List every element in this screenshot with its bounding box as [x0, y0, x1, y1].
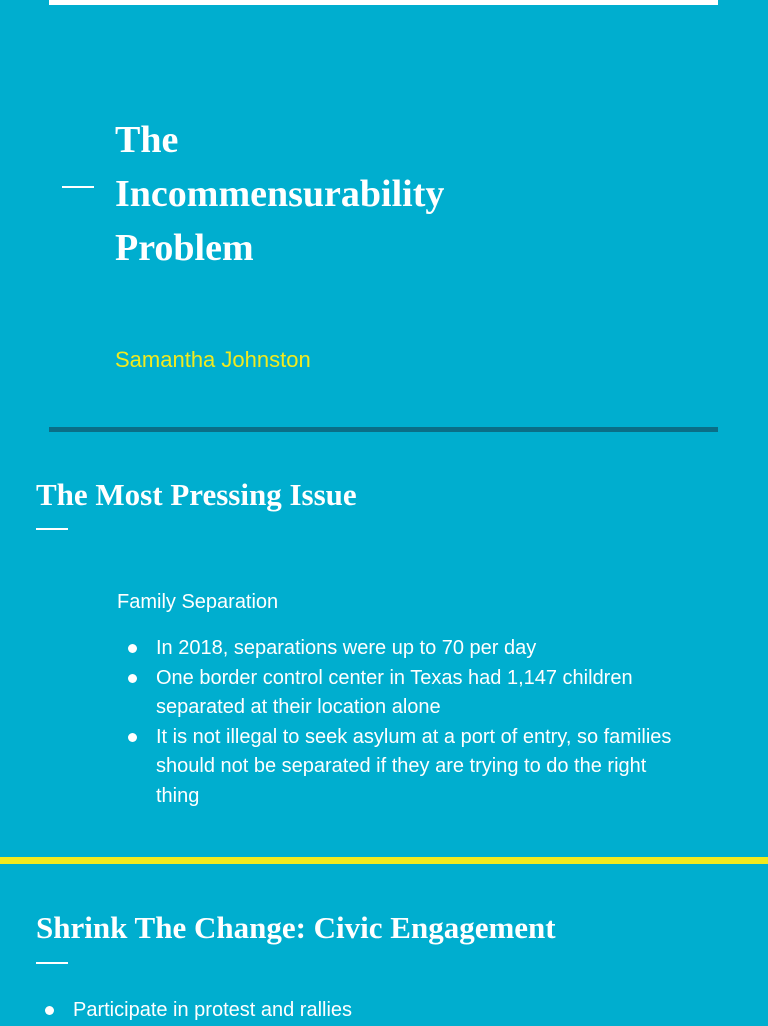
heading-dash-decoration [36, 528, 68, 530]
list-item [117, 723, 677, 812]
list-item [117, 664, 677, 723]
title-line-2: Incommensurability [115, 173, 445, 215]
list-item-text: It is not illegal to seek asylum at a port of entry, so families should not be separated if they are trying to do the right thing [156, 725, 672, 807]
heading-dash-decoration [36, 962, 68, 964]
title-dash-decoration [62, 186, 94, 188]
slide-title [115, 113, 444, 275]
list-item [34, 996, 714, 1026]
title-line-3: Problem [115, 227, 254, 269]
bullet-dot-icon [128, 644, 137, 653]
list-item-text: Participate in protest and rallies [73, 999, 353, 1021]
list-item [117, 634, 677, 664]
bullet-dot-icon [128, 733, 137, 742]
list-item-text: In 2018, separations were up to 70 per day [156, 637, 537, 659]
bullet-list-civic-engagement [34, 996, 714, 1026]
bullet-dot-icon [45, 1006, 54, 1015]
bullet-list-pressing-issue [117, 634, 677, 811]
slide-divider [49, 427, 718, 432]
section-heading-civic-engagement: Shrink The Change: Civic Engagement [36, 910, 556, 945]
top-border-bar [49, 0, 718, 5]
list-item-text: One border control center in Texas had 1,147 children separated at their location alone [156, 666, 633, 718]
author-name: Samantha Johnston [115, 347, 311, 372]
bullet-dot-icon [128, 674, 137, 683]
section-heading-pressing-issue: The Most Pressing Issue [36, 477, 357, 512]
slide-divider-yellow [0, 857, 768, 864]
title-line-1: The [115, 119, 179, 161]
subheading-family-separation: Family Separation [117, 591, 279, 613]
